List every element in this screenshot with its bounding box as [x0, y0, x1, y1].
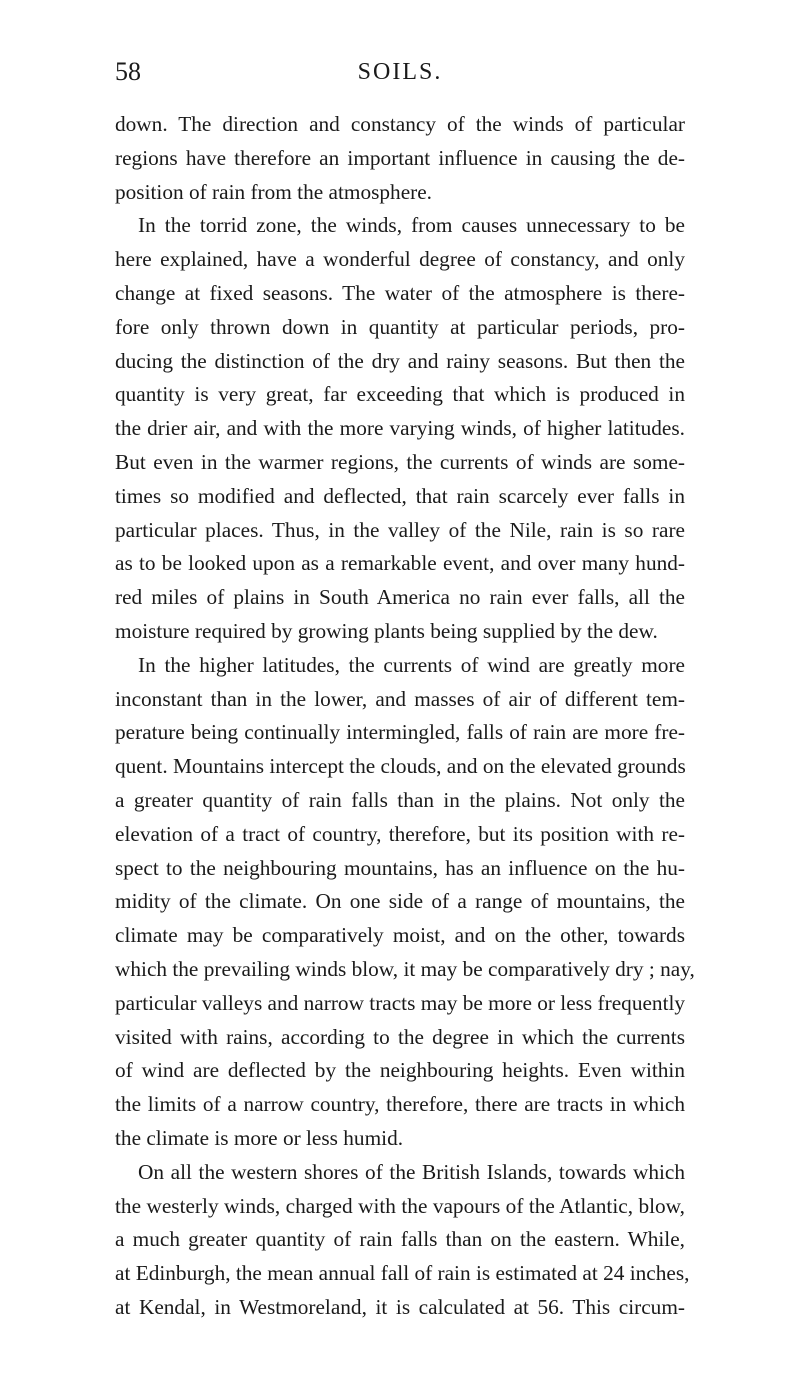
text-line: inconstant than in the lower, and masses of air of different tem- — [115, 686, 685, 711]
body-text — [115, 108, 695, 1325]
text-line: times so modified and deflected, that rain scarcely ever falls in — [115, 483, 685, 508]
text-line: quent. Mountains intercept the clouds, and on the elevated grounds — [115, 754, 686, 779]
text-line: fore only thrown down in quantity at particular periods, pro- — [115, 314, 685, 339]
text-line: visited with rains, according to the degree in which the currents — [115, 1024, 685, 1049]
text-line: a greater quantity of rain falls than in the plains. Not only the — [115, 787, 685, 812]
text-line: the drier air, and with the more varying winds, of higher latitudes. — [115, 416, 685, 441]
text-line: In the torrid zone, the winds, from causes unnecessary to be — [138, 213, 685, 238]
text-line: of wind are deflected by the neighbouring heights. Even within — [115, 1058, 685, 1083]
text-line: ducing the distinction of the dry and rainy seasons. But then the — [115, 348, 685, 373]
text-line: the westerly winds, charged with the vapours of the Atlantic, blow, — [115, 1193, 685, 1218]
text-line: red miles of plains in South America no rain ever falls, all the — [115, 585, 685, 610]
text-line: the climate is more or less humid. — [115, 1125, 404, 1150]
text-line: But even in the warmer regions, the currents of winds are some- — [115, 449, 685, 474]
text-line: the limits of a narrow country, therefore, there are tracts in which — [115, 1092, 685, 1117]
text-line: spect to the neighbouring mountains, has an influence on the hu- — [115, 855, 685, 880]
text-line: as to be looked upon as a remarkable event, and over many hund- — [115, 551, 685, 576]
text-line: a much greater quantity of rain falls than on the eastern. While, — [115, 1227, 685, 1252]
text-line: position of rain from the atmosphere. — [115, 179, 433, 204]
text-line: perature being continually intermingled, falls of rain are more fre- — [115, 720, 685, 745]
text-line: elevation of a tract of country, therefore, but its position with re- — [115, 821, 685, 846]
text-line: at Edinburgh, the mean annual fall of rain is estimated at 24 inches, — [115, 1261, 690, 1286]
text-line: down. The direction and constancy of the winds of particular — [115, 112, 685, 136]
text-line: midity of the climate. On one side of a range of mountains, the — [115, 889, 685, 914]
text-line: particular places. Thus, in the valley of the Nile, rain is so rare — [115, 517, 685, 542]
text-line: here explained, have a wonderful degree of constancy, and only — [115, 247, 685, 272]
page-number: 58 — [115, 57, 141, 86]
text-line: climate may be comparatively moist, and on the other, towards — [115, 923, 685, 948]
text-line: quantity is very great, far exceeding that which is produced in — [115, 382, 685, 407]
text-line: particular valleys and narrow tracts may be more or less frequently — [115, 990, 686, 1015]
text-line: regions have therefore an important influence in causing the de- — [115, 145, 685, 170]
text-line: which the prevailing winds blow, it may be comparatively dry ; nay, — [115, 956, 695, 981]
text-line: moisture required by growing plants being supplied by the dew. — [115, 618, 658, 643]
running-head: SOILS. — [357, 59, 443, 85]
text-line: change at fixed seasons. The water of the atmosphere is there- — [115, 280, 685, 305]
text-line: In the higher latitudes, the currents of wind are greatly more — [138, 652, 685, 677]
text-line: at Kendal, in Westmoreland, it is calculated at 56. This circum- — [115, 1294, 685, 1319]
page-header — [115, 52, 685, 92]
text-line: On all the western shores of the British Islands, towards which — [138, 1159, 685, 1184]
